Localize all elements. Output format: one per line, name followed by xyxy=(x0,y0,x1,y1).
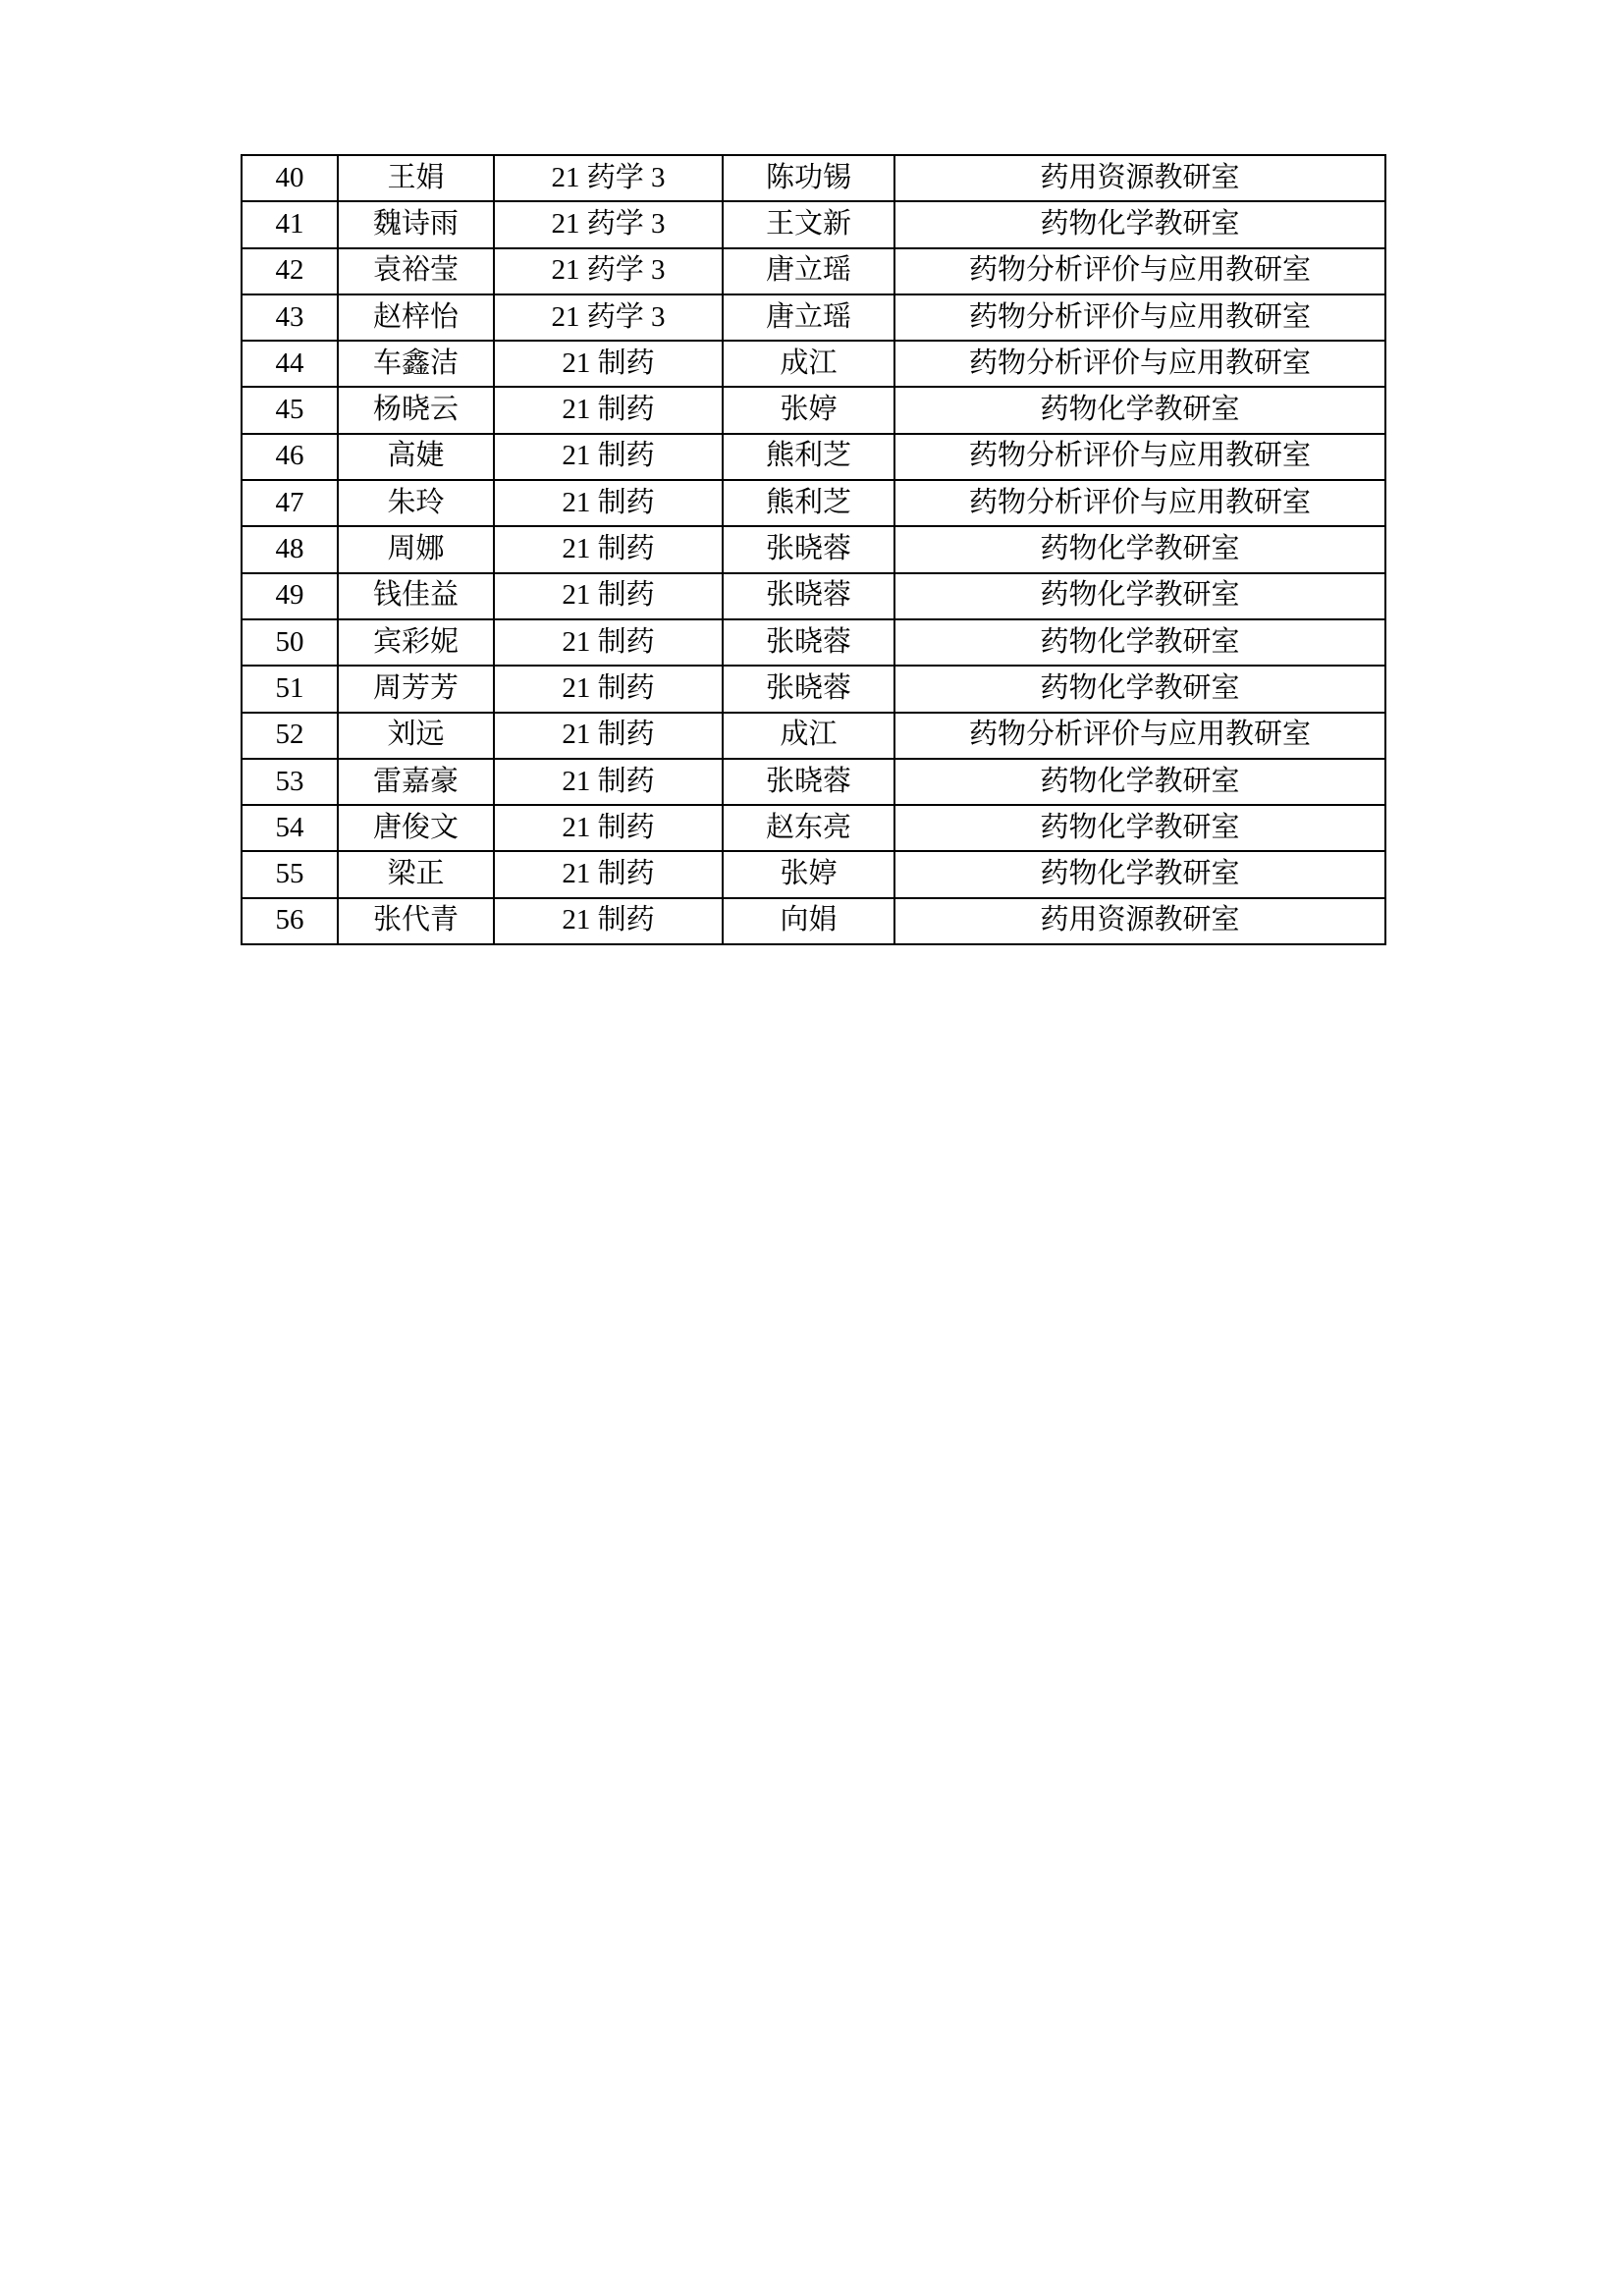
table-row xyxy=(242,201,1385,247)
cell-advisor: 赵东亮 xyxy=(723,805,894,851)
cell-name: 朱玲 xyxy=(338,480,494,526)
cell-department: 药用资源教研室 xyxy=(894,898,1385,944)
cell-no: 45 xyxy=(242,387,338,433)
cell-name: 钱佳益 xyxy=(338,573,494,619)
cell-department: 药物分析评价与应用教研室 xyxy=(894,434,1385,480)
cell-department: 药物化学教研室 xyxy=(894,619,1385,666)
cell-name: 王娟 xyxy=(338,155,494,201)
cell-name: 宾彩妮 xyxy=(338,619,494,666)
cell-department: 药物化学教研室 xyxy=(894,526,1385,572)
cell-no: 52 xyxy=(242,713,338,759)
cell-class: 21 制药 xyxy=(494,341,723,387)
student-table-body xyxy=(242,155,1385,944)
table-row xyxy=(242,341,1385,387)
cell-department: 药物化学教研室 xyxy=(894,666,1385,712)
cell-name: 唐俊文 xyxy=(338,805,494,851)
cell-department: 药物分析评价与应用教研室 xyxy=(894,294,1385,341)
table-row xyxy=(242,759,1385,805)
cell-class: 21 制药 xyxy=(494,759,723,805)
cell-class: 21 药学 3 xyxy=(494,201,723,247)
cell-department: 药物分析评价与应用教研室 xyxy=(894,713,1385,759)
cell-advisor: 唐立瑶 xyxy=(723,294,894,341)
cell-advisor: 张晓蓉 xyxy=(723,666,894,712)
cell-advisor: 张晓蓉 xyxy=(723,573,894,619)
cell-class: 21 药学 3 xyxy=(494,294,723,341)
cell-name: 周娜 xyxy=(338,526,494,572)
cell-class: 21 制药 xyxy=(494,573,723,619)
table-row xyxy=(242,619,1385,666)
cell-class: 21 制药 xyxy=(494,480,723,526)
cell-class: 21 制药 xyxy=(494,851,723,897)
cell-class: 21 制药 xyxy=(494,666,723,712)
cell-class: 21 制药 xyxy=(494,805,723,851)
cell-class: 21 制药 xyxy=(494,898,723,944)
cell-class: 21 药学 3 xyxy=(494,248,723,294)
cell-name: 周芳芳 xyxy=(338,666,494,712)
cell-name: 赵梓怡 xyxy=(338,294,494,341)
cell-advisor: 向娟 xyxy=(723,898,894,944)
table-row xyxy=(242,294,1385,341)
cell-no: 40 xyxy=(242,155,338,201)
cell-no: 49 xyxy=(242,573,338,619)
table-row xyxy=(242,713,1385,759)
cell-advisor: 王文新 xyxy=(723,201,894,247)
cell-department: 药物化学教研室 xyxy=(894,201,1385,247)
table-row xyxy=(242,898,1385,944)
cell-class: 21 制药 xyxy=(494,387,723,433)
cell-name: 袁裕莹 xyxy=(338,248,494,294)
cell-name: 魏诗雨 xyxy=(338,201,494,247)
cell-no: 53 xyxy=(242,759,338,805)
table-row xyxy=(242,573,1385,619)
cell-advisor: 张婷 xyxy=(723,851,894,897)
table-row xyxy=(242,526,1385,572)
cell-class: 21 制药 xyxy=(494,713,723,759)
cell-class: 21 药学 3 xyxy=(494,155,723,201)
cell-no: 42 xyxy=(242,248,338,294)
cell-no: 47 xyxy=(242,480,338,526)
table-row xyxy=(242,387,1385,433)
cell-department: 药物分析评价与应用教研室 xyxy=(894,341,1385,387)
cell-advisor: 陈功锡 xyxy=(723,155,894,201)
table-row xyxy=(242,666,1385,712)
table-row xyxy=(242,851,1385,897)
student-roster-table xyxy=(241,154,1386,945)
cell-name: 刘远 xyxy=(338,713,494,759)
cell-name: 梁正 xyxy=(338,851,494,897)
cell-advisor: 张晓蓉 xyxy=(723,759,894,805)
cell-class: 21 制药 xyxy=(494,434,723,480)
table-row xyxy=(242,434,1385,480)
cell-no: 50 xyxy=(242,619,338,666)
cell-name: 高婕 xyxy=(338,434,494,480)
cell-no: 44 xyxy=(242,341,338,387)
cell-department: 药物化学教研室 xyxy=(894,573,1385,619)
cell-no: 55 xyxy=(242,851,338,897)
cell-no: 43 xyxy=(242,294,338,341)
table-row xyxy=(242,155,1385,201)
cell-department: 药物化学教研室 xyxy=(894,805,1385,851)
cell-no: 48 xyxy=(242,526,338,572)
cell-department: 药用资源教研室 xyxy=(894,155,1385,201)
cell-name: 张代青 xyxy=(338,898,494,944)
cell-advisor: 熊利芝 xyxy=(723,434,894,480)
table-row xyxy=(242,248,1385,294)
cell-name: 雷嘉豪 xyxy=(338,759,494,805)
cell-department: 药物化学教研室 xyxy=(894,387,1385,433)
cell-name: 车鑫洁 xyxy=(338,341,494,387)
cell-no: 41 xyxy=(242,201,338,247)
cell-class: 21 制药 xyxy=(494,526,723,572)
cell-no: 56 xyxy=(242,898,338,944)
cell-no: 46 xyxy=(242,434,338,480)
table-row xyxy=(242,805,1385,851)
cell-department: 药物化学教研室 xyxy=(894,759,1385,805)
cell-advisor: 张婷 xyxy=(723,387,894,433)
cell-class: 21 制药 xyxy=(494,619,723,666)
cell-name: 杨晓云 xyxy=(338,387,494,433)
cell-department: 药物分析评价与应用教研室 xyxy=(894,248,1385,294)
cell-advisor: 唐立瑶 xyxy=(723,248,894,294)
cell-advisor: 成江 xyxy=(723,341,894,387)
cell-no: 54 xyxy=(242,805,338,851)
cell-department: 药物分析评价与应用教研室 xyxy=(894,480,1385,526)
table-row xyxy=(242,480,1385,526)
cell-department: 药物化学教研室 xyxy=(894,851,1385,897)
cell-advisor: 张晓蓉 xyxy=(723,526,894,572)
cell-advisor: 熊利芝 xyxy=(723,480,894,526)
cell-no: 51 xyxy=(242,666,338,712)
cell-advisor: 成江 xyxy=(723,713,894,759)
cell-advisor: 张晓蓉 xyxy=(723,619,894,666)
